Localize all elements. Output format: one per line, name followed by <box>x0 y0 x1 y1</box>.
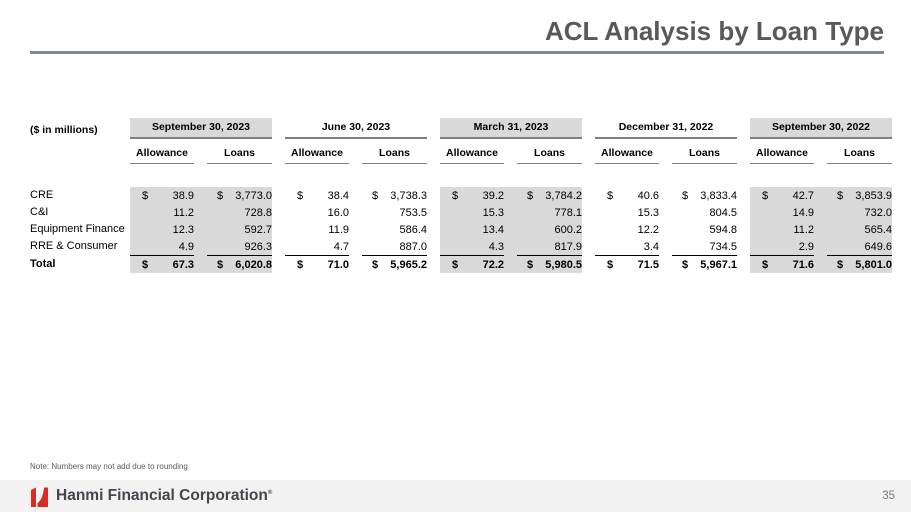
allowance-value: 13.4 <box>482 223 504 236</box>
allowance-value: 4.3 <box>488 240 504 253</box>
allowance-cell <box>595 238 659 255</box>
allowance-value: 40.6 <box>637 189 659 202</box>
table-row <box>750 204 892 221</box>
dollar-sign: $ <box>372 258 379 271</box>
dollar-sign: $ <box>837 189 844 202</box>
acl-table <box>30 118 892 273</box>
row-label: CRE <box>30 189 54 201</box>
loans-cell <box>362 204 427 221</box>
table-row <box>750 238 892 255</box>
allowance-header: Allowance <box>285 146 349 164</box>
loans-value: 5,967.1 <box>700 258 737 271</box>
table-row <box>130 187 272 204</box>
allowance-header: Allowance <box>440 146 504 164</box>
dollar-sign: $ <box>682 189 689 202</box>
loans-cell <box>517 238 582 255</box>
spacer <box>595 164 737 187</box>
period-header: December 31, 2022 <box>595 118 737 139</box>
loans-cell <box>672 238 737 255</box>
loans-header: Loans <box>827 146 892 164</box>
loans-value: 6,020.8 <box>235 258 272 271</box>
allowance-cell <box>750 255 814 273</box>
loans-cell <box>827 187 892 204</box>
allowance-value: 39.2 <box>482 189 504 202</box>
allowance-cell <box>130 238 194 255</box>
allowance-value: 14.9 <box>792 206 814 219</box>
total-row <box>440 255 582 273</box>
loans-value: 3,784.2 <box>545 189 582 202</box>
allowance-value: 71.5 <box>637 258 659 271</box>
allowance-cell <box>595 221 659 238</box>
loans-value: 753.5 <box>399 206 427 219</box>
loans-cell <box>672 204 737 221</box>
loans-value: 600.2 <box>554 223 582 236</box>
period-group-4 <box>595 118 737 273</box>
data-band <box>440 187 582 273</box>
dollar-sign: $ <box>142 189 149 202</box>
loans-value: 5,965.2 <box>390 258 427 271</box>
loans-value: 5,980.5 <box>545 258 582 271</box>
allowance-value: 12.3 <box>172 223 194 236</box>
allowance-cell <box>595 255 659 273</box>
loans-value: 594.8 <box>709 223 737 236</box>
table-row <box>285 204 427 221</box>
period-header: June 30, 2023 <box>285 118 427 139</box>
loans-value: 817.9 <box>554 240 582 253</box>
table-row <box>595 187 737 204</box>
allowance-value: 71.6 <box>792 258 814 271</box>
allowance-header: Allowance <box>130 146 194 164</box>
allowance-cell <box>130 255 194 273</box>
footer-bar <box>0 480 911 512</box>
dollar-sign: $ <box>682 258 689 271</box>
loans-cell <box>207 221 272 238</box>
allowance-value: 16.0 <box>327 206 349 219</box>
brand-name: Hanmi Financial Corporation® <box>56 487 273 504</box>
loans-cell <box>827 238 892 255</box>
loans-value: 887.0 <box>399 240 427 253</box>
subheader-row <box>595 146 737 164</box>
dollar-sign: $ <box>762 189 769 202</box>
allowance-cell <box>750 238 814 255</box>
allowance-value: 15.3 <box>482 206 504 219</box>
allowance-value: 2.9 <box>798 240 814 253</box>
allowance-cell <box>440 255 504 273</box>
data-band <box>750 187 892 273</box>
loans-cell <box>517 187 582 204</box>
loans-cell <box>362 187 427 204</box>
loans-value: 649.6 <box>864 240 892 253</box>
row-label: C&I <box>30 206 49 218</box>
dollar-sign: $ <box>762 258 769 271</box>
total-row <box>750 255 892 273</box>
total-row <box>130 255 272 273</box>
allowance-cell <box>285 255 349 273</box>
loans-cell <box>827 204 892 221</box>
allowance-cell <box>285 221 349 238</box>
allowance-value: 71.0 <box>327 258 349 271</box>
allowance-header: Allowance <box>595 146 659 164</box>
brand <box>30 486 272 507</box>
loans-cell <box>517 221 582 238</box>
hanmi-logo-icon <box>30 486 49 507</box>
loans-value: 728.8 <box>244 206 272 219</box>
dollar-sign: $ <box>217 258 224 271</box>
title-divider <box>30 51 884 54</box>
loans-cell <box>672 187 737 204</box>
loans-value: 3,773.0 <box>235 189 272 202</box>
data-band <box>595 187 737 273</box>
allowance-value: 67.3 <box>172 258 194 271</box>
loans-cell <box>672 255 737 273</box>
table-row <box>440 221 582 238</box>
row-label: RRE & Consumer <box>30 240 118 252</box>
allowance-value: 11.2 <box>793 223 814 236</box>
allowance-header: Allowance <box>750 146 814 164</box>
loans-value: 732.0 <box>864 206 892 219</box>
allowance-cell <box>130 221 194 238</box>
dollar-sign: $ <box>527 189 534 202</box>
dollar-sign: $ <box>452 189 459 202</box>
units-label: ($ in millions) <box>30 124 98 136</box>
dollar-sign: $ <box>527 258 534 271</box>
loans-cell <box>362 238 427 255</box>
loans-value: 565.4 <box>864 223 892 236</box>
loans-value: 586.4 <box>399 223 427 236</box>
allowance-value: 11.2 <box>173 206 194 219</box>
table-row <box>130 204 272 221</box>
total-row <box>285 255 427 273</box>
loans-header: Loans <box>517 146 582 164</box>
loans-value: 3,738.3 <box>390 189 427 202</box>
allowance-value: 4.7 <box>333 240 349 253</box>
table-row <box>440 238 582 255</box>
loans-cell <box>207 238 272 255</box>
loans-cell <box>517 255 582 273</box>
loans-header: Loans <box>362 146 427 164</box>
loans-header: Loans <box>672 146 737 164</box>
loans-value: 778.1 <box>554 206 582 219</box>
subheader-row <box>285 146 427 164</box>
page-number: 35 <box>882 490 895 502</box>
allowance-value: 15.3 <box>637 206 659 219</box>
allowance-cell <box>285 238 349 255</box>
allowance-value: 11.9 <box>328 223 349 236</box>
footnote: Note: Numbers may not add due to rounding <box>30 462 188 471</box>
allowance-value: 3.4 <box>643 240 659 253</box>
table-row <box>595 204 737 221</box>
table-row <box>130 238 272 255</box>
allowance-cell <box>440 187 504 204</box>
page-title: ACL Analysis by Loan Type <box>544 16 884 46</box>
table-row <box>440 204 582 221</box>
period-group-1 <box>130 118 272 273</box>
spacer <box>285 164 427 187</box>
allowance-cell <box>130 187 194 204</box>
loans-value: 3,833.4 <box>700 189 737 202</box>
dollar-sign: $ <box>837 258 844 271</box>
loans-cell <box>207 204 272 221</box>
row-label: Equipment Finance <box>30 223 125 235</box>
table-row <box>595 238 737 255</box>
loans-cell <box>517 204 582 221</box>
loans-value: 3,853.9 <box>855 189 892 202</box>
loans-cell <box>827 221 892 238</box>
table-row <box>285 238 427 255</box>
allowance-value: 42.7 <box>792 189 814 202</box>
loans-cell <box>672 221 737 238</box>
allowance-cell <box>440 221 504 238</box>
loans-value: 926.3 <box>244 240 272 253</box>
period-header: September 30, 2023 <box>130 118 272 139</box>
loans-cell <box>207 187 272 204</box>
dollar-sign: $ <box>297 258 304 271</box>
allowance-cell <box>595 187 659 204</box>
allowance-cell <box>130 204 194 221</box>
row-label: Total <box>30 258 56 270</box>
loans-cell <box>362 221 427 238</box>
spacer <box>130 164 272 187</box>
dollar-sign: $ <box>217 189 224 202</box>
loans-header: Loans <box>207 146 272 164</box>
row-label-column <box>30 118 130 273</box>
allowance-value: 4.9 <box>178 240 194 253</box>
allowance-cell <box>750 221 814 238</box>
loans-value: 734.5 <box>709 240 737 253</box>
dollar-sign: $ <box>142 258 149 271</box>
period-group-3 <box>440 118 582 273</box>
table-row <box>750 187 892 204</box>
table-row <box>750 221 892 238</box>
spacer <box>440 164 582 187</box>
table-row <box>595 221 737 238</box>
period-header: September 30, 2022 <box>750 118 892 139</box>
allowance-value: 12.2 <box>637 223 659 236</box>
trademark-symbol: ® <box>267 489 273 496</box>
loans-value: 592.7 <box>244 223 272 236</box>
dollar-sign: $ <box>372 189 379 202</box>
period-group-5 <box>750 118 892 273</box>
allowance-value: 72.2 <box>482 258 504 271</box>
table-row <box>440 187 582 204</box>
loans-value: 804.5 <box>709 206 737 219</box>
allowance-value: 38.4 <box>327 189 349 202</box>
table-row <box>285 187 427 204</box>
loans-cell <box>207 255 272 273</box>
period-group-2 <box>285 118 427 273</box>
data-band <box>130 187 272 273</box>
subheader-row <box>440 146 582 164</box>
subheader-row <box>750 146 892 164</box>
dollar-sign: $ <box>607 189 614 202</box>
dollar-sign: $ <box>452 258 459 271</box>
total-row <box>595 255 737 273</box>
allowance-cell <box>440 238 504 255</box>
allowance-cell <box>285 187 349 204</box>
loans-cell <box>827 255 892 273</box>
dollar-sign: $ <box>607 258 614 271</box>
allowance-value: 38.9 <box>172 189 194 202</box>
spacer <box>750 164 892 187</box>
dollar-sign: $ <box>297 189 304 202</box>
period-header: March 31, 2023 <box>440 118 582 139</box>
subheader-row <box>130 146 272 164</box>
loans-cell <box>362 255 427 273</box>
loans-value: 5,801.0 <box>855 258 892 271</box>
table-row <box>285 221 427 238</box>
allowance-cell <box>440 204 504 221</box>
table-row <box>130 221 272 238</box>
data-band <box>285 187 427 273</box>
allowance-cell <box>750 187 814 204</box>
allowance-cell <box>750 204 814 221</box>
period-groups <box>130 118 892 273</box>
allowance-cell <box>595 204 659 221</box>
allowance-cell <box>285 204 349 221</box>
